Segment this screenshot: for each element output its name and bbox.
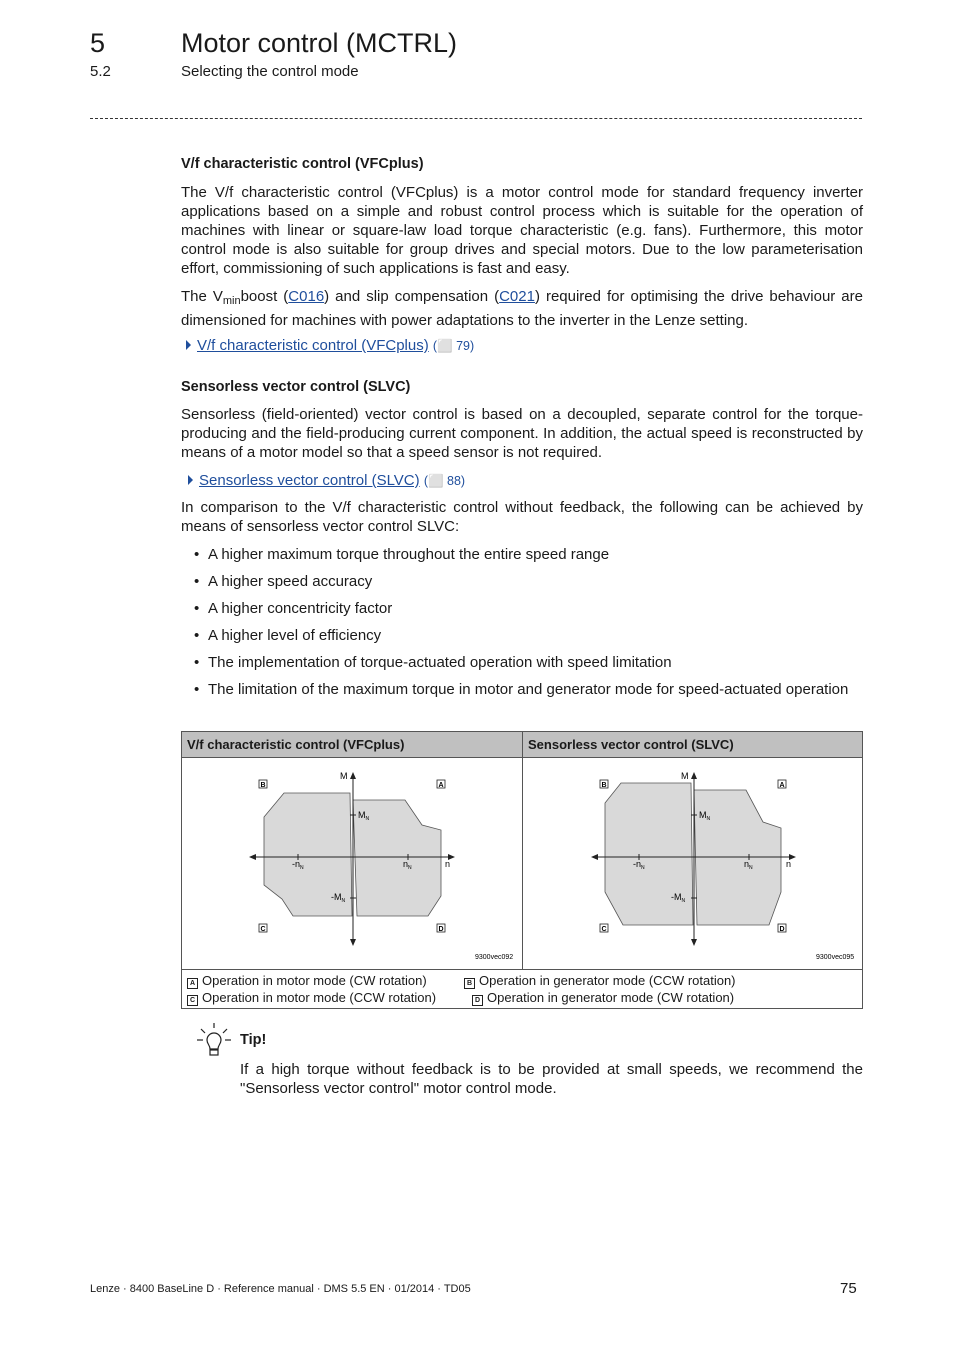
vfc-quadrant-c: C (260, 926, 266, 933)
section-number: 5.2 (90, 63, 111, 80)
slvc-figure-id: 9300vec095 (816, 954, 855, 961)
chapter-title: Motor control (MCTRL) (181, 28, 458, 58)
slvc-paragraph-2: In comparison to the V/f characteristic control without feedback, the following can be achieved by means of sensorless vector control SLVC: (181, 499, 863, 535)
legend-d: D Operation in generator mode (CW rotation) (472, 989, 734, 1006)
list-item: • A higher maximum torque throughout the entire speed range (181, 545, 863, 564)
list-item: • A higher level of efficiency (181, 626, 863, 645)
vfc-quadrant-d: D (438, 926, 444, 933)
vfc-nn-label: $n_N$ (403, 859, 412, 871)
comparison-table (181, 731, 863, 1009)
slvc-paragraph-1: Sensorless (field-oriented) vector control is based on a decoupled, separate control for the torque-producing and the field-producing current component. In addition, the actual speed is reconstructed by means of a motor model so that a speed sensor is not required. (181, 406, 863, 461)
slvc-mn-label: $M_N$ (699, 810, 711, 822)
chapter-number: 5 (90, 28, 106, 58)
vfc-quadrant-b: B (260, 782, 266, 789)
vfc-crossref (186, 336, 868, 356)
vfc-figure-id: 9300vec092 (475, 954, 514, 961)
slvc-region-left (605, 783, 693, 925)
header-divider (90, 118, 862, 119)
vfc-paragraph-2: The $V_{min}boost$ (C016) and slip compensation (C021) required for optimising the drive behaviour are dimensioned for machines with power adaptations to the inverter in the Lenze setting. (181, 288, 863, 329)
page-number: 75 (840, 1280, 857, 1297)
slvc-quadrant-c: C (601, 926, 607, 933)
slvc-n-axis-label: n (786, 859, 792, 869)
vfc-link[interactable]: V/f characteristic control (VFCplus) (197, 337, 429, 354)
vfc-mn-label: $M_N$ (358, 810, 370, 822)
lightbulb-icon (195, 1021, 233, 1057)
vfc-neg-mn-label: $-M_N$ (331, 892, 346, 904)
vfc-n-axis-label: n (445, 859, 451, 869)
tip-text: If a high torque without feedback is to be provided at small speeds, we recommend the "Sensorless vector control" motor control mode. (240, 1061, 863, 1097)
vfc-m-axis-label: M (340, 771, 348, 781)
slvc-quadrant-d: D (779, 926, 785, 933)
legend-b: B Operation in generator mode (CCW rotation) (464, 972, 736, 989)
advantages-list (181, 545, 863, 707)
footer-text: Lenze · 8400 BaseLine D · Reference manual · DMS 5.5 EN · 01/2014 · TD05 (90, 1283, 471, 1295)
list-item: • A higher concentricity factor (181, 599, 863, 618)
slvc-neg-mn-label: $-M_N$ (671, 892, 686, 904)
vfc-heading: V/f characteristic control (VFCplus) (181, 156, 424, 172)
arrow-right-icon (186, 340, 191, 350)
arrow-right-icon (188, 475, 193, 485)
vfc-paragraph-1: The V/f characteristic control (VFCplus) is a motor control mode for standard frequency inverter applications based on a simple and robust control process which is suitable for the operation of machines with linear or square-law load torque characteristic (e.g. fans). Furthermore, this motor control mode is also suitable for group drives and special motors. Due to the low parameterisation effort, commissioning of such applications is fast and easy. (181, 184, 863, 277)
slvc-quadrant-b: B (601, 782, 607, 789)
legend-a: A Operation in motor mode (CW rotation) (187, 972, 427, 989)
slvc-neg-nn-label: $-n_N$ (633, 859, 645, 871)
slvc-heading: Sensorless vector control (SLVC) (181, 379, 411, 395)
c021-link[interactable]: C021 (499, 288, 535, 305)
slvc-torque-speed-diagram (523, 758, 862, 969)
list-item: • The implementation of torque-actuated operation with speed limitation (181, 653, 863, 672)
slvc-m-axis-label: M (681, 771, 689, 781)
vfc-quadrant-a: A (438, 782, 444, 789)
table-header-slvc: Sensorless vector control (SLVC) (523, 732, 862, 758)
c016-link[interactable]: C016 (288, 288, 325, 305)
slvc-link[interactable]: Sensorless vector control (SLVC) (199, 472, 420, 489)
vfc-torque-speed-diagram (182, 758, 522, 969)
tip-title: Tip! (240, 1032, 267, 1048)
vfc-neg-nn-label: $-n_N$ (292, 859, 304, 871)
slvc-quadrant-a: A (779, 782, 785, 789)
list-item: • A higher speed accuracy (181, 572, 863, 591)
legend-c: C Operation in motor mode (CCW rotation) (187, 989, 436, 1006)
slvc-crossref (188, 471, 870, 491)
table-header-vfc: V/f characteristic control (VFCplus) (182, 732, 523, 758)
slvc-page-ref[interactable]: (⬜ 88) (423, 474, 466, 488)
table-row-divider (182, 969, 862, 970)
slvc-nn-label: $n_N$ (744, 859, 753, 871)
vfc-page-ref[interactable]: (⬜ 79) (432, 339, 475, 353)
section-title: Selecting the control mode (181, 63, 359, 80)
list-item: • The limitation of the maximum torque in motor and generator mode for speed-actuated operation (181, 680, 863, 699)
